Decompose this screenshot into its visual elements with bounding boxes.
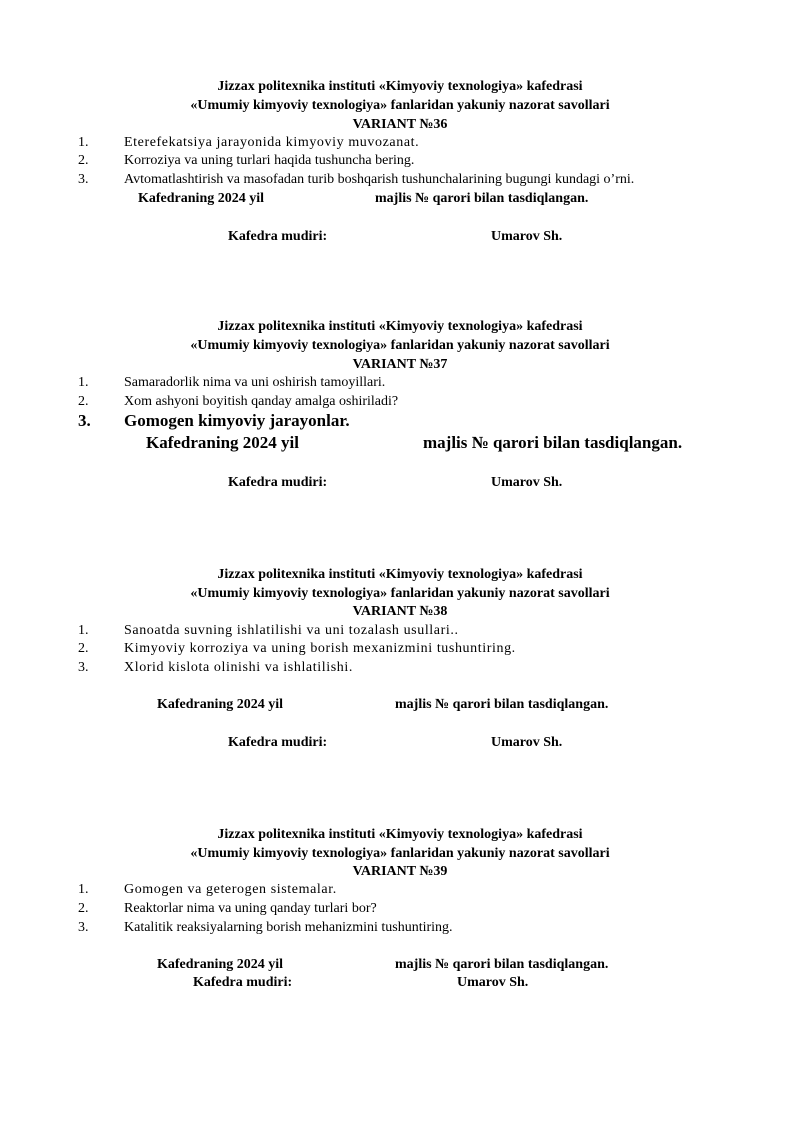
question-number: 1.: [78, 375, 89, 390]
approval-meeting: majlis № qarori bilan tasdiqlangan.: [395, 957, 609, 972]
variant-title: VARIANT №36: [352, 117, 448, 132]
head-name: Umarov Sh.: [491, 735, 563, 750]
question-number: 2.: [78, 641, 89, 656]
approval-department: Kafedraning 2024 yil: [146, 433, 300, 452]
variant-title: VARIANT №38: [352, 604, 448, 619]
head-name: Umarov Sh.: [491, 475, 563, 490]
institute-header: Jizzax politexnika instituti «Kimyoviy texnologiya» kafedrasi: [217, 79, 583, 94]
question-number: 2.: [78, 901, 89, 916]
head-name: Umarov Sh.: [457, 975, 529, 990]
question-number: 1.: [78, 623, 89, 638]
approval-department: Kafedraning 2024 yil: [157, 697, 284, 712]
question-text: Katalitik reaksiyalarning borish mehanizmini tushuntiring.: [124, 920, 453, 935]
question-number: 3.: [78, 920, 89, 935]
approval-meeting: majlis № qarori bilan tasdiqlangan.: [395, 697, 609, 712]
question-number: 3.: [78, 660, 89, 675]
institute-header: Jizzax politexnika instituti «Kimyoviy texnologiya» kafedrasi: [217, 567, 583, 582]
head-label: Kafedra mudiri:: [228, 229, 328, 244]
variant-title: VARIANT №37: [352, 357, 448, 372]
question-number: 3.: [78, 172, 89, 187]
question-text: Samaradorlik nima va uni oshirish tamoyillari.: [124, 375, 386, 390]
question-number: 1.: [78, 135, 89, 150]
subject-header: «Umumiy kimyoviy texnologiya» fanlaridan yakuniy nazorat savollari: [190, 338, 610, 353]
head-label: Kafedra mudiri:: [193, 975, 293, 990]
question-text: Sanoatda suvning ishlatilishi va uni tozalash usullari..: [124, 623, 459, 638]
question-text: Gomogen kimyoviy jarayonlar.: [124, 411, 350, 430]
question-text: Korroziya va uning turlari haqida tushuncha bering.: [124, 153, 415, 168]
head-name: Umarov Sh.: [491, 229, 563, 244]
approval-meeting: majlis № qarori bilan tasdiqlangan.: [423, 433, 683, 452]
question-number: 1.: [78, 882, 89, 897]
approval-department: Kafedraning 2024 yil: [157, 957, 284, 972]
approval-meeting: majlis № qarori bilan tasdiqlangan.: [375, 191, 589, 206]
head-label: Kafedra mudiri:: [228, 475, 328, 490]
question-text: Eterefekatsiya jarayonida kimyoviy muvozanat.: [124, 135, 420, 150]
question-text: Reaktorlar nima va uning qanday turlari bor?: [124, 901, 377, 916]
variant-title: VARIANT №39: [352, 864, 448, 879]
question-text: Avtomatlashtirish va masofadan turib boshqarish tushunchalarining bugungi kundagi o’rni.: [124, 172, 635, 187]
question-number: 3.: [78, 411, 91, 430]
question-text: Gomogen va geterogen sistemalar.: [124, 882, 337, 897]
question-text: Xlorid kislota olinishi va ishlatilishi.: [124, 660, 353, 675]
subject-header: «Umumiy kimyoviy texnologiya» fanlaridan yakuniy nazorat savollari: [190, 846, 610, 861]
approval-department: Kafedraning 2024 yil: [138, 191, 265, 206]
subject-header: «Umumiy kimyoviy texnologiya» fanlaridan yakuniy nazorat savollari: [190, 98, 610, 113]
question-number: 2.: [78, 153, 89, 168]
question-number: 2.: [78, 394, 89, 409]
subject-header: «Umumiy kimyoviy texnologiya» fanlaridan yakuniy nazorat savollari: [190, 586, 610, 601]
question-text: Xom ashyoni boyitish qanday amalga oshiriladi?: [124, 394, 399, 409]
head-label: Kafedra mudiri:: [228, 735, 328, 750]
institute-header: Jizzax politexnika instituti «Kimyoviy texnologiya» kafedrasi: [217, 319, 583, 334]
question-text: Kimyoviy korroziya va uning borish mexanizmini tushuntiring.: [124, 641, 516, 656]
institute-header: Jizzax politexnika instituti «Kimyoviy texnologiya» kafedrasi: [217, 827, 583, 842]
